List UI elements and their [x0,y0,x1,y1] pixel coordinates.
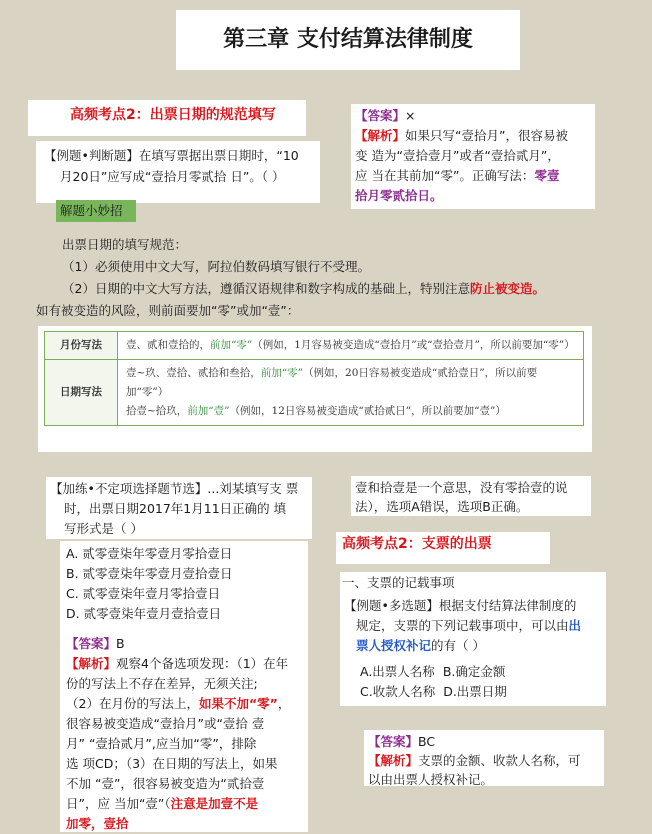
analysis-1-line1: 如果只写“壹拾月”，很容易被 [405,128,568,143]
table-text: 壹~玖、壹拾、贰拾和叁拾， [126,367,261,379]
continuation-line1: 壹和拾壹是一个意思，没有零拾壹的说 [355,480,568,495]
rule-2 [62,278,545,300]
date-rule-table [44,331,584,426]
example-2-option-d: D.出票日期 [443,684,507,699]
section-heading: 一、支票的记载事项 [340,572,606,596]
date-rule-table-container [38,326,592,452]
analysis-2-line: 观察4个备选项发现：（1）在年 [116,656,289,671]
example-2-line3: 的有（ ） [431,638,485,653]
topic-heading-2-text: 高频考点2：支票的出票 [342,536,492,552]
answer-1-value: × [405,108,416,123]
exercise-options-and-answer [60,541,308,832]
rule-2-text: （2）日期的中文大写方法，遵循汉语规律和数字构成的基础上，特别注意 [62,281,470,296]
example-question-2 [340,594,606,706]
analysis-3-label: 【解析】 [368,753,419,768]
table-row [45,332,584,360]
table-text: 壹、贰和壹拾的， [126,339,210,351]
answer-1-label: 【答案】 [355,108,406,123]
topic-heading-2 [336,532,550,564]
table-highlight: 前加“零” [210,339,253,351]
table-row-head-day: 日期写法 [45,360,118,426]
answer-box-3 [364,730,604,786]
page-title: 第三章 支付结算法律制度 [176,10,520,70]
answer-box-1 [351,104,595,209]
option-a: A. 贰零壹柒年零壹月零拾壹日 [66,546,233,561]
analysis-2-highlight: 如果不加“零” [198,696,278,711]
rule-1: （1）必须使用中文大写，阿拉伯数码填写银行不受理。 [62,259,370,274]
analysis-3-line2: 以由出票人授权补记。 [368,772,494,787]
table-text: （例如，1月容易被变造成“壹拾月”或“壹拾壹月”，所以前要加“零”） [252,339,575,351]
analysis-2-line: 不加 “壹”，很容易被变造为“贰拾壹 [66,776,265,791]
analysis-3-line1: 支票的金额、收款人名称，可 [418,753,581,768]
example-2-option-b: B.确定金额 [442,664,506,679]
exercise-line2: 时，出票日期2017年1月11日正确的 填 [64,501,287,516]
exercise-line3: 写形式是（ ） [64,521,143,536]
example-1-line1: 【例题•判断题】在填写票据出票日期时，“10 [44,148,299,163]
analysis-2-highlight: 加零，壹拾 [66,816,129,831]
option-c: C. 贰零壹柒年壹月零拾壹日 [66,586,221,601]
tip-label: 解题小妙招 [56,200,136,222]
example-2-option-a: A.出票人名称 [360,664,435,679]
example-2-option-c: C.收款人名称 [360,684,436,699]
table-highlight: 前加“零” [260,367,304,379]
table-cell-month [118,332,584,360]
example-2-highlight: 出 [568,618,582,633]
analysis-2-line: 日”，应 当加“壹”（ [66,796,171,811]
table-text: 拾壹~拾玖， [126,405,188,417]
table-text: （例如，12日容易被变造成“贰拾贰日”，所以前要加“壹”） [229,405,506,417]
analysis-1-line3: 应 当在其前加“零”。正确写法： [355,168,535,183]
continuation-line2: 法），选项A错误，选项B正确。 [355,499,529,514]
answer-3-label: 【答案】 [368,734,419,749]
example-2-line2: 规定，支票的下列记载事项中，可以由 [356,618,569,633]
analysis-2-line: 月” “壹拾贰月”,应当加“零”，排除 [66,736,257,751]
exercise-line1: 【加练•不定项选择题节选】...刘某填写支 票 [50,481,299,496]
example-question-1 [36,141,320,203]
rule-2-highlight: 防止被变造。 [469,281,545,296]
exercise-question [46,477,312,539]
table-cell-day [118,360,584,426]
example-1-line2: 月20日”应写成“壹拾月零贰拾 日”。（ ） [60,169,285,184]
answer-2-value: B [116,636,125,651]
example-2-highlight: 票人授权补记 [356,638,432,653]
table-highlight: 前加“壹” [187,405,230,417]
analysis-2-line: （2）在月份的写法上， [66,696,199,711]
analysis-2-line: 份的写法上不存在差异，无须关注; [66,676,258,691]
analysis-2-line: 选 项CD；（3）在日期的写法上，如果 [66,756,278,771]
analysis-1-line2: 变 造为“壹拾壹月”或者“壹拾贰月”， [355,148,560,163]
topic-heading-1 [28,100,306,136]
option-d: D. 贰零壹柒年壹月壹拾壹日 [66,606,222,621]
analysis-1-highlight-b: 拾月零贰拾日。 [355,188,443,203]
table-row [45,360,584,426]
analysis-2-line: 很容易被变造成“壹拾月”或“壹拾 壹 [66,716,265,731]
analysis-1-highlight-a: 零壹 [534,168,560,183]
option-b: B. 贰零壹柒年零壹月壹拾壹日 [66,566,233,581]
table-text: （例如，20日容易被变造成“贰拾壹日”，所以前要加“零”） [126,367,538,398]
analysis-2-line: ， [277,696,291,711]
analysis-continuation [351,476,591,516]
topic-heading-1-text: 高频考点2：出票日期的规范填写 [70,107,276,123]
answer-2-label: 【答案】 [66,636,117,651]
answer-3-value: BC [418,734,436,749]
example-2-line1: 【例题•多选题】根据支付结算法律制度的 [344,598,577,613]
analysis-2-highlight: 注意是加壹不是 [170,796,259,811]
analysis-1-label: 【解析】 [355,128,406,143]
table-row-head-month: 月份写法 [45,332,118,360]
rules-intro: 出票日期的填写规范： [62,237,188,252]
rule-3: 如有被变造的风险，则前面要加“零”或加“壹”： [36,303,300,318]
analysis-2-label: 【解析】 [66,656,117,671]
